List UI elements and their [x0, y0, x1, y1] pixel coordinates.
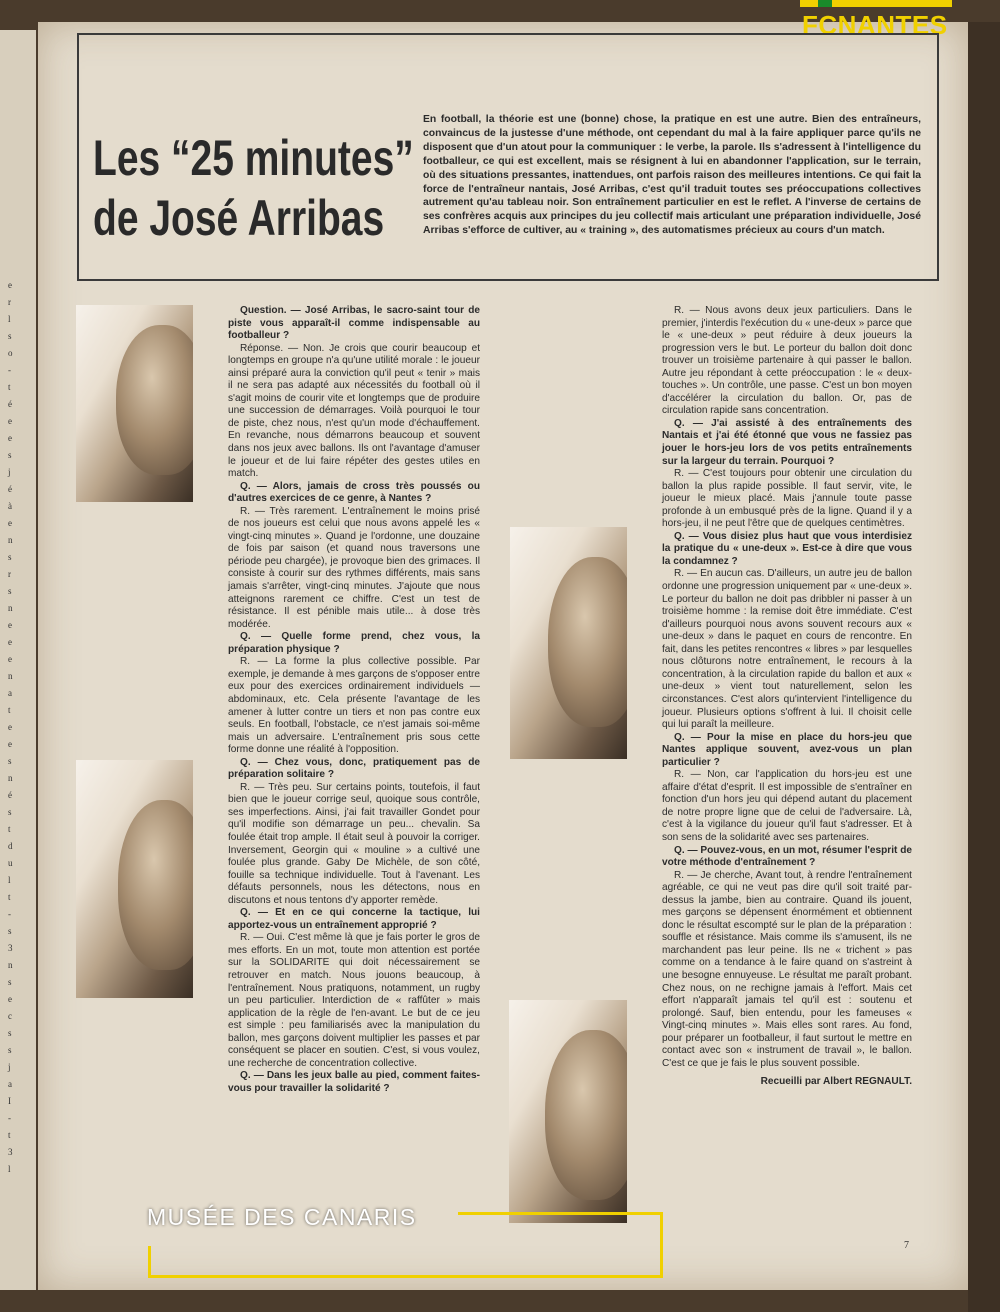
margin-letter: s [8, 807, 12, 817]
margin-letter: l [8, 1164, 11, 1174]
margin-letter: à [8, 501, 12, 511]
margin-letter: t [8, 705, 11, 715]
margin-letter: s [8, 552, 12, 562]
portrait-photo-2 [76, 760, 193, 998]
brand-bar [800, 0, 952, 7]
margin-letter: n [8, 603, 13, 613]
margin-letter: e [8, 637, 12, 647]
margin-letter: s [8, 756, 12, 766]
portrait-photo-4 [509, 1000, 627, 1223]
portrait-photo-1 [76, 305, 193, 502]
interview-question: Q. — Pour la mise en place du hors-jeu que Nantes applique souvent, avez-vous un plan particulier ? [662, 731, 912, 768]
margin-letter: a [8, 688, 12, 698]
margin-letter: s [8, 331, 12, 341]
background-edge [968, 22, 1000, 1312]
margin-letter: e [8, 722, 12, 732]
margin-letter: 3 [8, 943, 13, 953]
margin-letter: s [8, 977, 12, 987]
interview-answer: Réponse. — Non. Je crois que courir beaucoup et longtemps en groupe n'a qu'une utilité morale : le joueur ainsi préparé aura la conviction qu'il peut « tenir » mais il ne sera pas adapté aux nécessités du football où il s'agit moins de courir vite et longtemps que de produire une succession de démarrages. Voilà pourquoi le tour de piste, chez nous, n'est qu'un mode d'échauffement. En revanche, nous démarrons beaucoup et souvent dans nos jeux avec ballons. Ils ont l'avantage d'amuser le joueur et de lui faire répéter des gestes utiles en match. [228, 342, 480, 480]
margin-letter: e [8, 994, 12, 1004]
museum-watermark: MUSÉE DES CANARIS [147, 1204, 417, 1230]
article-title [93, 128, 414, 248]
page-number: 7 [904, 1240, 909, 1251]
margin-letter: s [8, 450, 12, 460]
interview-answer: R. — Je cherche, Avant tout, à rendre l'entraînement agréable, ce qui ne veut pas dire qu'il soit traité par-dessus la jambe, bien au contraire. Quand ils jouent, mes garçons se dépensent énormément et obtiennent donc le résultat escompté sur le plan de la préparation : souffle et résistance. Mais comme ils s'amusent, ils ne marchandent pas leur peine. Ils ne « trichent » pas comme on a tendance à le faire quand on s'astreint à une besogne ennuyeuse. Le résultat me paraît probant. Chez nous, on ne rechigne jamais à l'effort. Mais cet effort n'apparaît jamais tel qu'il est : soutenu et prolongé. Sauf, bien entendu, pour les fameuses « Vingt-cinq minutes ». Mais elles sont rares. Au fond, pour préparer un footballeur, il faut surtout le mettre en contact avec son « instrument de travail », le ballon. C'est ce que je fais le plus souvent possible. [662, 869, 912, 1069]
margin-letter: d [8, 841, 13, 851]
margin-letter: - [8, 909, 11, 919]
article-column-2 [662, 305, 912, 1089]
margin-letter: - [8, 365, 11, 375]
title-line-1: Les “25 minutes” [93, 130, 414, 186]
margin-letter: l [8, 875, 11, 885]
interview-question: Q. — J'ai assisté à des entraînements des Nantais et j'ai été étonné que vous ne fassiez pas jouer le hors-jeu lors de vos petits entraînements sur la largeur du terrain. Pourquoi ? [662, 417, 912, 467]
margin-letter: j [8, 1062, 11, 1072]
interview-answer: R. — Très rarement. L'entraînement le moins prisé de nos joueurs est celui que nous avons appelé les « vingt-cinq minutes ». Quand je l'ordonne, une douzaine de fois par saison (et quand nous traversons une période peu chargée), je provoque bien des grimaces. Il consiste à courir sur des rythmes différents, mais sans jamais s'arrêter, vingt-cinq minutes. J'ajoute que nous atteignons rarement ce chiffre. C'est un test de résistance. Il est pénible mais utile... à dose très modérée. [228, 505, 480, 630]
brand-logo-text: FCNANTES [802, 10, 948, 40]
margin-letter: t [8, 892, 11, 902]
margin-letter: e [8, 280, 12, 290]
interview-question: Q. — Quelle forme prend, chez vous, la préparation physique ? [228, 631, 480, 655]
interview-question: Question. — José Arribas, le sacro-saint tour de piste vous apparaît-il comme indispensable au footballeur ? [228, 305, 480, 342]
margin-letter: r [8, 297, 11, 307]
interview-answer: R. — Nous avons deux jeux particuliers. Dans le premier, j'interdis l'exécution du « une-deux » parce que le « une-deux » peut réduire à deux joueurs la progression vers le but. Le porteur du ballon doit donc trouver un troisième partenaire à qui passer le ballon. Autre jeu répondant à cette préoccupation : le « deux-touches ». Un contrôle, une passe. C'est un bon moyen d'accélérer la circulation du ballon. Or, pas de circulation rapide sans concentration. [662, 305, 912, 417]
interview-answer: R. — Non, car l'application du hors-jeu est une affaire d'état d'esprit. Il est impossible de s'entraîner en fonction d'un hors jeu qui dépend autant du placement de notre propre ligne que de celui de l'adversaire. Là, c'est à la vigilance du joueur qu'il faut s'adresser. Et à son sens de la solidarité avec ses partenaires. [662, 769, 912, 843]
margin-letter: u [8, 858, 13, 868]
adjacent-page-edge [0, 30, 36, 1290]
margin-letter: é [8, 790, 12, 800]
interview-answer: R. — En aucun cas. D'ailleurs, un autre jeu de ballon ordonne une progression uniquement par « une-deux ». Le porteur du ballon ne doit pas dribbler ni passer à un troisième homme : la remise doit être immédiate. C'est d'ailleurs pourquoi nous avons souvent recours aux « une-deux » dans le paquet en cours de rencontre. En fait, dans les petites rencontres « libres » par lesquelles nous clôturons notre entraînement, le recours à la concentration, à la circulation rapide du ballon et aux « une-deux » vient tout naturellement, selon les circonstances. C'est alors qu'intervient l'intelligence du joueur. Plusieurs options s'offrent à lui. Il choisit celle qui lui paraît la meilleure. [662, 568, 912, 731]
margin-letter: l [8, 314, 11, 324]
article-column-1 [228, 305, 480, 1095]
author-signature: Recueilli par Albert REGNAULT. [760, 1076, 912, 1088]
article-intro: En football, la théorie est une (bonne) chose, la pratique en est une autre. Bien des entraîneurs, convaincus de la justesse d'une méthode, ont cependant du mal à la faire appliquer parce qu'ils ne disposent que d'un atout pour la communiquer : le verbe, la parole. Ils s'adressent à l'intelligence du footballeur, ce qui est excellent, mais se résignent à lui en abandonner l'application, sur le terrain, où des situations pressantes, inattendues, ont parfois raison des meilleures intentions. Ce qui fait la force de l'entraîneur nantais, José Arribas, c'est qu'il traduit toutes ses préoccupations collectives autrement qu'au tableau noir. Son entraînement particulier en est le reflet. A l'inverse de certains de ses confrères acquis aux principes du jeu collectif mais articulant une préparation individuelle, José Arribas s'efforce de cultiver, au « training », des automatismes précieux au cours d'un match. [423, 114, 921, 237]
margin-letter: n [8, 773, 13, 783]
interview-question: Q. — Alors, jamais de cross très poussés ou d'autres exercices de ce genre, à Nantes ? [228, 480, 480, 505]
margin-letter: c [8, 1011, 12, 1021]
margin-letter: e [8, 433, 12, 443]
interview-answer: R. — Oui. C'est même là que je fais porter le gros de mes efforts. En un mot, toute mon attention est portée sur la SOLIDARITE qui doit nécessairement se retrouver en match. Nous jouons beaucoup, à l'entraînement. Nous pratiquons, notamment, un rugby un peu particulier. Interdiction de « raffûter » mais application de la règle de l'en-avant. Le but de ce jeu est simple : peu familiarisés avec la manipulation du ballon, mes garçons doivent multiplier les passes et par conséquent se placer en soutien. C'est, si vous voulez, une recherche de concentration collective. [228, 932, 480, 1069]
margin-letter: o [8, 348, 13, 358]
margin-letter: s [8, 926, 12, 936]
interview-question: Q. — Et en ce qui concerne la tactique, lui apportez-vous un entraînement approprié ? [228, 907, 480, 931]
interview-question: Q. — Dans les jeux balle au pied, comment faites-vous pour travailler la solidarité ? [228, 1070, 480, 1094]
margin-letter: s [8, 1028, 12, 1038]
margin-letter: e [8, 620, 12, 630]
margin-letter: r [8, 569, 11, 579]
margin-letter: t [8, 824, 11, 834]
title-line-2: de José Arribas [93, 190, 385, 246]
margin-letter: e [8, 416, 12, 426]
brand-bar-green [818, 0, 832, 7]
margin-letter: é [8, 484, 12, 494]
margin-letter: é [8, 399, 12, 409]
margin-letter: a [8, 1079, 12, 1089]
interview-answer: R. — Très peu. Sur certains points, toutefois, il faut bien que le joueur corrige seul, quoique sous contrôle, ses imperfections. Ainsi, j'ai fait travailler Gondet pour qu'il modifie son démarrage un peu... chevalin. Sa foulée était trop ample. Il était seul à pouvoir la corriger. Inversement, Georgin qui « mouline » a cultivé une foulée plus grande. Gaby De Michèle, de son côté, fouille sa technique individuelle. Tout à l'avenant. Les défauts personnels, nous les détectons, nous en discutons et nous tentons d'y apporter remède. [228, 781, 480, 906]
margin-letter: t [8, 1130, 11, 1140]
margin-letter: e [8, 654, 12, 664]
interview-question: Q. — Chez vous, donc, pratiquement pas de préparation solitaire ? [228, 756, 480, 781]
portrait-photo-3 [510, 527, 627, 759]
margin-letter: s [8, 1045, 12, 1055]
margin-letter: t [8, 382, 11, 392]
interview-answer: R. — La forme la plus collective possible. Par exemple, je demande à mes garçons de s'opposer entre eux pour des exercices ordinairement individuels — abdominaux, etc. Cela présente l'avantage de les amener à lutter contre un tiers et non pas contre eux seuls. En football, l'obstacle, ce n'est jamais soi-même mais un adversaire. L'entraînement pris sous cette forme donne une réalité à l'opposition. [228, 656, 480, 756]
margin-letter: e [8, 518, 12, 528]
margin-letter: n [8, 535, 13, 545]
margin-letter: n [8, 671, 13, 681]
interview-answer: R. — C'est toujours pour obtenir une circulation du ballon la plus rapide possible. Il faut servir, vite, le joueur le mieux placé. Mais j'annule toute passe profonde à un embusqué près de la ligne. Quand il y a hors-jeu, il ne peut l'être que de quelques centimètres. [662, 468, 912, 530]
margin-letter: s [8, 586, 12, 596]
margin-letter: 3 [8, 1147, 13, 1157]
interview-question: Q. — Pouvez-vous, en un mot, résumer l'esprit de votre méthode d'entraînement ? [662, 844, 912, 869]
margin-letter: e [8, 739, 12, 749]
margin-letter: n [8, 960, 13, 970]
margin-letter: j [8, 467, 11, 477]
margin-letter: I [8, 1096, 11, 1106]
margin-letter: - [8, 1113, 11, 1123]
interview-question: Q. — Vous disiez plus haut que vous interdisiez la pratique du « une-deux ». Est-ce à dire que vous la condamnez ? [662, 530, 912, 567]
